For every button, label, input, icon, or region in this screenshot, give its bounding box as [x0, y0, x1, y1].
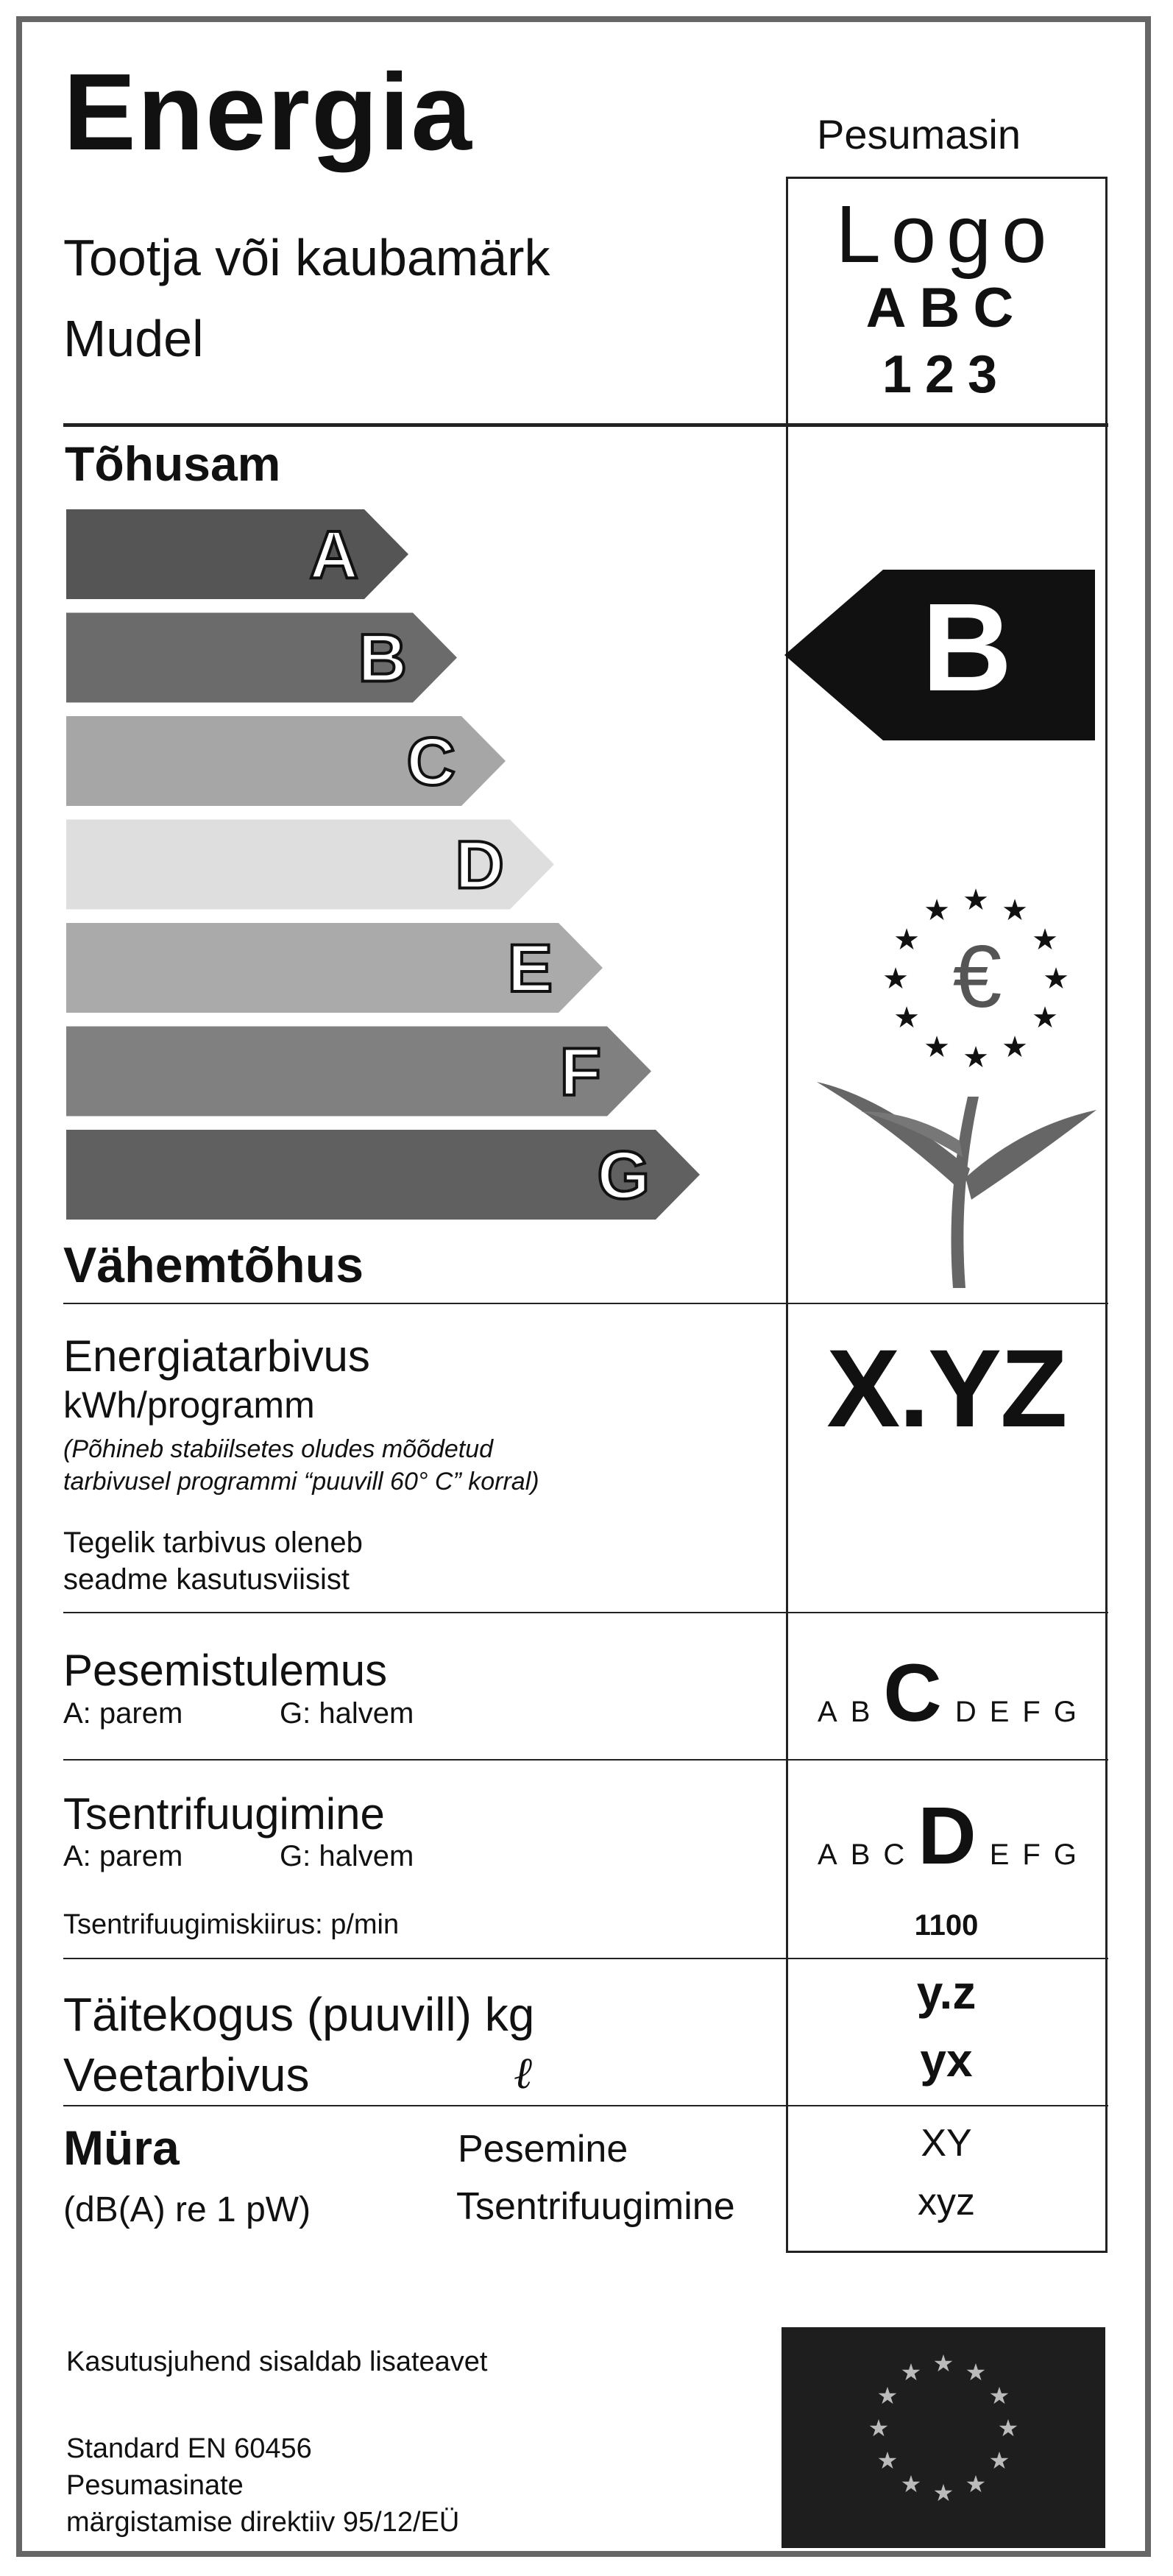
capacity-value: y.z [916, 1966, 977, 2019]
svg-text:★: ★ [1002, 1030, 1028, 1064]
spin-speed-value: 1100 [914, 1909, 979, 1942]
spin-scale-letter-f: F [1022, 1839, 1041, 1871]
svg-text:★: ★ [988, 2446, 1010, 2474]
manual-note: Kasutusjuhend sisaldab lisateavet [66, 2346, 488, 2377]
maker-label: Tootja või kaubamärk [63, 229, 550, 286]
divider-capacity [63, 1958, 1108, 1959]
divider-energy [63, 1303, 1108, 1304]
efficiency-bar-letter: F [559, 1034, 601, 1110]
efficiency-bar-letter: E [507, 931, 553, 1006]
svg-text:★: ★ [965, 2470, 987, 2498]
model-label: Mudel [63, 310, 204, 367]
svg-text:★: ★ [932, 2479, 954, 2507]
noise-spin-value: xyz [918, 2181, 975, 2223]
wash-scale-letter-g: G [1053, 1696, 1077, 1728]
svg-text:★: ★ [1002, 894, 1028, 927]
noise-spin-label: Tsentrifuugimine [456, 2185, 735, 2228]
directive-line1: Pesumasinate [66, 2470, 244, 2501]
divider-wash [63, 1612, 1108, 1613]
spin-scale-letter-a: A [818, 1839, 837, 1871]
svg-text:★: ★ [876, 2382, 899, 2410]
svg-text:★: ★ [963, 883, 989, 917]
efficiency-bar-letter: C [406, 724, 456, 799]
energy-actual-line2: seadme kasutusviisist [63, 1563, 350, 1596]
spin-label: Tsentrifuugimine [63, 1789, 385, 1839]
label-title: Energia [63, 52, 473, 173]
wash-scale-letter-f: F [1022, 1696, 1041, 1728]
spin-scale-a: A: parem [63, 1840, 183, 1872]
spin-scale-letter-d: D [918, 1791, 977, 1881]
efficiency-bar-letter: G [597, 1138, 650, 1213]
svg-text:★: ★ [965, 2358, 987, 2386]
noise-wash-value: XY [921, 2122, 972, 2165]
wash-scale-g: G: halvem [280, 1697, 414, 1730]
wash-scale-letter-c: C [883, 1648, 942, 1738]
svg-text:★: ★ [882, 962, 909, 996]
efficiency-bar-letter: B [358, 620, 407, 696]
svg-text:★: ★ [893, 923, 920, 957]
spin-scale-letter-e: E [989, 1839, 1010, 1871]
logo-letters: ABC [865, 277, 1027, 339]
energy-value: X.YZ [826, 1326, 1066, 1450]
efficiency-bar-a [66, 509, 408, 599]
svg-text:★: ★ [868, 2414, 890, 2442]
spin-scale-letter-b: B [850, 1839, 871, 1871]
noise-label: Müra [63, 2120, 180, 2175]
spin-scale-letter-g: G [1053, 1839, 1077, 1871]
efficiency-bar-c [66, 716, 506, 806]
efficiency-bar-g [66, 1130, 700, 1220]
noise-unit: (dB(A) re 1 pW) [63, 2190, 311, 2229]
capacity-label: Täitekogus (puuvill) kg [63, 1988, 535, 2041]
svg-text:★: ★ [988, 2382, 1010, 2410]
divider-spin [63, 1759, 1108, 1761]
spin-rating-scale [796, 1788, 1098, 1881]
svg-text:★: ★ [924, 1030, 950, 1064]
svg-text:★: ★ [1032, 923, 1058, 957]
wash-scale-letter-b: B [850, 1696, 871, 1728]
wash-scale-letter-e: E [989, 1696, 1010, 1728]
eu-flower-icon [802, 876, 1104, 1303]
efficiency-bar-e [66, 923, 603, 1013]
svg-text:★: ★ [900, 2358, 922, 2386]
spin-speed-label: Tsentrifuugimiskiirus: p/min [63, 1909, 400, 1940]
efficiency-bar-letter: A [309, 517, 358, 592]
svg-text:★: ★ [932, 2349, 954, 2377]
wash-rating-scale [796, 1646, 1098, 1738]
noise-wash-label: Pesemine [458, 2128, 628, 2170]
energy-actual-line1: Tegelik tarbivus oleneb [63, 1526, 363, 1559]
logo-text: Logo [835, 189, 1057, 280]
svg-text:★: ★ [893, 1001, 920, 1035]
eu-flag-icon [782, 2327, 1105, 2548]
logo-box-top [786, 177, 1108, 179]
svg-text:★: ★ [876, 2446, 899, 2474]
efficiency-bars [0, 0, 780, 1266]
standard-ref: Standard EN 60456 [66, 2433, 312, 2464]
svg-text:€: € [952, 927, 1002, 1026]
water-value: yx [920, 2034, 973, 2087]
right-column-edge [1105, 177, 1108, 2252]
scale-top-label: Tõhusam [65, 436, 281, 491]
scale-bottom-label: Vähemtõhus [63, 1237, 364, 1293]
logo-numbers: 123 [882, 345, 1011, 404]
rating-letter: B [921, 578, 1013, 718]
appliance-type: Pesumasin [817, 111, 1021, 158]
energy-note-line2: tarbivusel programmi “puuvill 60° C” korral) [63, 1468, 539, 1496]
wash-scale-letter-a: A [818, 1696, 837, 1728]
svg-text:★: ★ [1032, 1001, 1058, 1035]
svg-text:★: ★ [1043, 962, 1069, 996]
svg-text:★: ★ [900, 2470, 922, 2498]
efficiency-bar-f [66, 1027, 651, 1117]
water-unit: ℓ [514, 2048, 532, 2099]
wash-label: Pesemistulemus [63, 1646, 388, 1695]
svg-text:★: ★ [924, 894, 950, 927]
divider-noise [63, 2105, 1108, 2106]
wash-scale-letter-d: D [954, 1696, 977, 1728]
directive-line2: märgistamise direktiiv 95/12/EÜ [66, 2507, 460, 2538]
spin-scale-letter-c: C [883, 1839, 905, 1871]
spin-scale-g: G: halvem [280, 1840, 414, 1872]
water-label: Veetarbivus [63, 2048, 310, 2101]
energy-note-line1: (Põhineb stabiilsetes oludes mõõdetud [63, 1435, 494, 1463]
efficiency-bar-d [66, 820, 554, 910]
energy-label: Energiatarbivus [63, 1331, 370, 1381]
svg-text:★: ★ [997, 2414, 1019, 2442]
svg-text:★: ★ [963, 1041, 989, 1075]
efficiency-bar-letter: D [455, 827, 504, 903]
noise-box-bottom [786, 2251, 1108, 2253]
efficiency-bar-b [66, 613, 457, 703]
wash-scale-a: A: parem [63, 1697, 183, 1730]
energy-unit: kWh/programm [63, 1384, 315, 1426]
